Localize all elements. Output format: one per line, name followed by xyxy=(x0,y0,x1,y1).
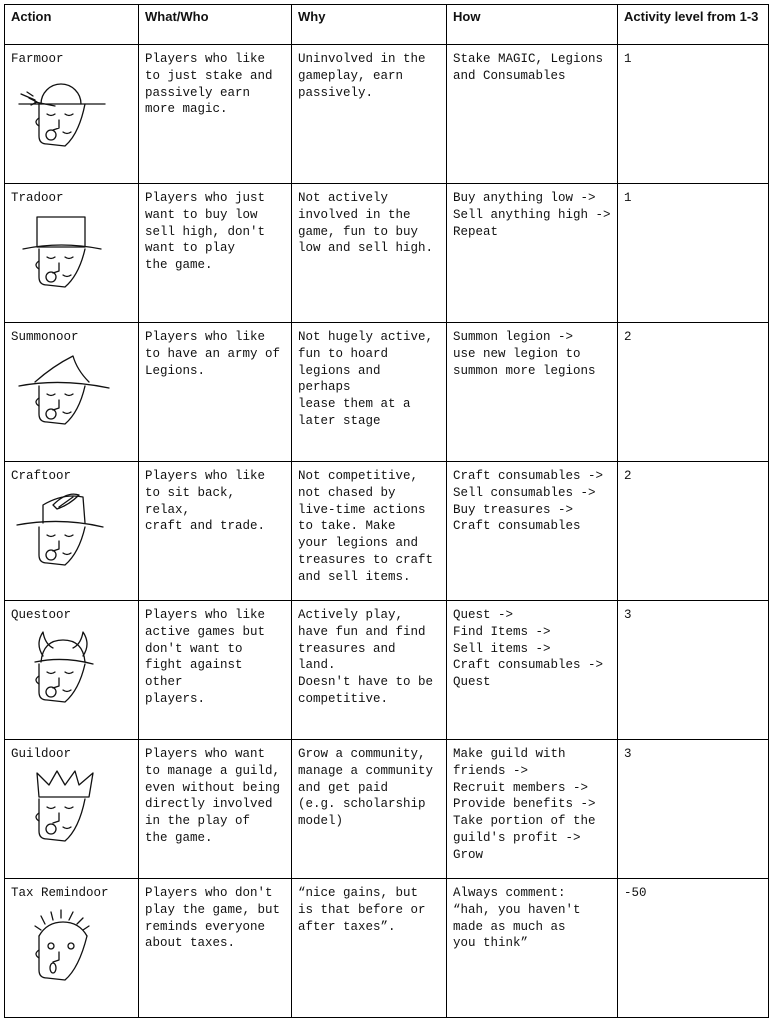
table-row xyxy=(5,323,769,462)
table-row xyxy=(5,45,769,184)
how-cell: Summon legion -> use new legion to summon more legions xyxy=(447,323,618,462)
action-cell xyxy=(5,740,139,879)
action-cell xyxy=(5,462,139,601)
action-name: Summonoor xyxy=(11,330,79,344)
why-cell: Grow a community, manage a community and get paid (e.g. scholarship model) xyxy=(292,740,447,879)
action-cell xyxy=(5,45,139,184)
archer-hat-face-icon xyxy=(13,74,132,150)
how-cell: Stake MAGIC, Legions and Consumables xyxy=(447,45,618,184)
why-cell: Not hugely active, fun to hoard legions and perhaps lease them at a later stage xyxy=(292,323,447,462)
action-name: Guildoor xyxy=(11,747,72,761)
header-why: Why xyxy=(292,5,447,45)
action-cell xyxy=(5,184,139,323)
activity-cell: 1 xyxy=(618,184,769,323)
activity-cell: 2 xyxy=(618,462,769,601)
activity-cell: 3 xyxy=(618,740,769,879)
action-cell xyxy=(5,879,139,1018)
header-activity-level: Activity level from 1-3 xyxy=(618,5,769,45)
header-action: Action xyxy=(5,5,139,45)
what-who-cell: Players who like to just stake and passively earn more magic. xyxy=(139,45,292,184)
header-what-who: What/Who xyxy=(139,5,292,45)
why-cell: Actively play, have fun and find treasures and land. Doesn't have to be competitive. xyxy=(292,601,447,740)
table-row xyxy=(5,740,769,879)
wizard-hat-face-icon xyxy=(13,352,132,428)
what-who-cell: Players who want to manage a guild, even without being directly involved in the play of the game. xyxy=(139,740,292,879)
what-who-cell: Players who like active games but don't want to fight against other players. xyxy=(139,601,292,740)
spiky-hair-face-icon xyxy=(13,908,132,984)
how-cell: Buy anything low -> Sell anything high -> Repeat xyxy=(447,184,618,323)
why-cell: Not competitive, not chased by live-time actions to take. Make your legions and treasures to craft and sell items. xyxy=(292,462,447,601)
activity-cell: 2 xyxy=(618,323,769,462)
table-row xyxy=(5,462,769,601)
what-who-cell: Players who don't play the game, but reminds everyone about taxes. xyxy=(139,879,292,1018)
activity-cell: 1 xyxy=(618,45,769,184)
crown-face-icon xyxy=(13,769,132,845)
action-name: Farmoor xyxy=(11,52,64,66)
header-row xyxy=(5,5,769,45)
why-cell: “nice gains, but is that before or after taxes”. xyxy=(292,879,447,1018)
action-name: Questoor xyxy=(11,608,72,622)
table-row xyxy=(5,879,769,1018)
how-cell: Craft consumables -> Sell consumables -> Buy treasures -> Craft consumables xyxy=(447,462,618,601)
action-name: Tradoor xyxy=(11,191,64,205)
what-who-cell: Players who like to sit back, relax, craft and trade. xyxy=(139,462,292,601)
action-name: Craftoor xyxy=(11,469,72,483)
action-cell xyxy=(5,601,139,740)
top-hat-face-icon xyxy=(13,213,132,289)
activity-cell: -50 xyxy=(618,879,769,1018)
how-cell: Always comment: “hah, you haven't made as much as you think” xyxy=(447,879,618,1018)
what-who-cell: Players who just want to buy low sell high, don't want to play the game. xyxy=(139,184,292,323)
why-cell: Uninvolved in the gameplay, earn passively. xyxy=(292,45,447,184)
how-cell: Make guild with friends -> Recruit members -> Provide benefits -> Take portion of the guild's profit -> Grow xyxy=(447,740,618,879)
player-types-table xyxy=(4,4,769,1018)
action-cell xyxy=(5,323,139,462)
activity-cell: 3 xyxy=(618,601,769,740)
how-cell: Quest -> Find Items -> Sell items -> Craft consumables -> Quest xyxy=(447,601,618,740)
header-how: How xyxy=(447,5,618,45)
table-row xyxy=(5,184,769,323)
action-name: Tax Remindoor xyxy=(11,886,109,900)
why-cell: Not actively involved in the game, fun to buy low and sell high. xyxy=(292,184,447,323)
viking-helmet-face-icon xyxy=(13,630,132,706)
feather-hat-face-icon xyxy=(13,491,132,567)
what-who-cell: Players who like to have an army of Legions. xyxy=(139,323,292,462)
table-row xyxy=(5,601,769,740)
